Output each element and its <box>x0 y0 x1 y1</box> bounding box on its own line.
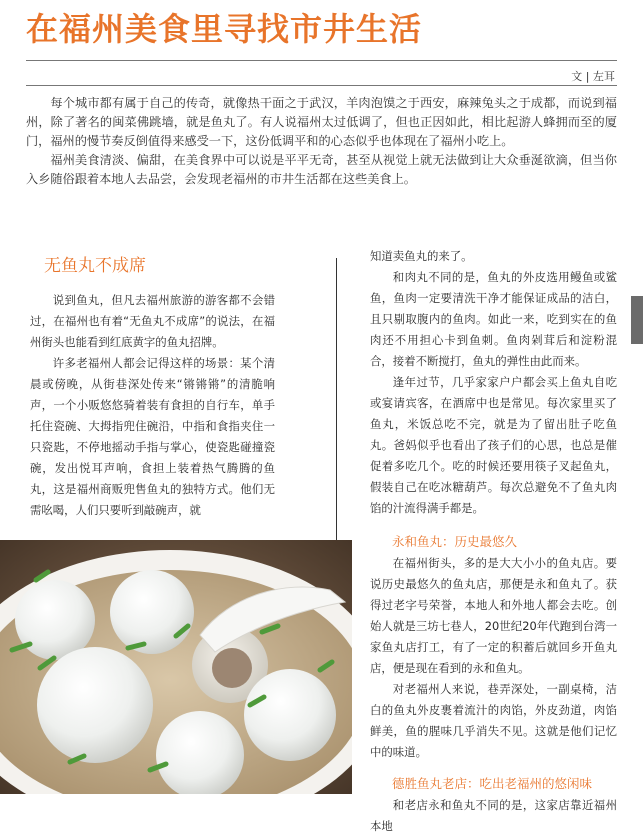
body-paragraph: 在福州街头，多的是大大小小的鱼丸店。要说历史最悠久的鱼丸店，那便是永和鱼丸了。获得过老字号荣誉，本地人和外地人都会去吃。创始人就是三坊七巷人，20世纪20年代跑到台湾一家鱼丸店打工，有了一定的积蓄后就回乡开鱼丸店，便是现在看到的永和鱼丸。 <box>370 556 617 675</box>
body-paragraph: 和老店永和鱼丸不同的是，这家店靠近福州本地 <box>370 798 617 833</box>
left-column <box>30 251 275 521</box>
body-paragraph: 对老福州人来说，巷弄深处，一副桌椅，洁白的鱼丸外皮裹着流汁的肉馅，外皮劲道，肉馅鲜美，鱼的腥味几乎消失不见。这就是他们记忆中的味道。 <box>370 682 617 759</box>
intro-block <box>26 94 617 189</box>
body-paragraph: 和肉丸不同的是，鱼丸的外皮选用鳗鱼或鲨鱼，鱼肉一定要清洗干净才能保证成品的洁白，且只剔取腹内的鱼肉。如此一来，吃到实在的鱼肉还不用担心卡到鱼刺。鱼肉剁茸后和淀粉混合，接着不断搅打，鱼丸的弹性由此而来。 <box>370 270 617 368</box>
fish-ball-soup-photo <box>0 540 352 794</box>
fish-ball <box>110 570 194 654</box>
article-title: 在福州美食里寻找市井生活 <box>26 10 423 48</box>
intro-paragraph: 福州美食清淡、偏甜，在美食界中可以说是平平无奇，甚至从视觉上就无法做到让大众垂涎欲滴，但当你入乡随俗跟着本地人去品尝，会发现老福州的市井生活都在这些美食上。 <box>26 153 617 186</box>
fish-ball-filling <box>212 648 252 688</box>
page-edge-tab <box>631 296 643 344</box>
body-paragraph: 逢年过节，几乎家家户户都会买上鱼丸自吃或宴请宾客，在酒席中也是常见。每次家里买了鱼丸，米饭总吃不完，就是为了留出肚子吃鱼丸。爸妈似乎也看出了孩子们的心思，也总是催促着多吃几个。吃的时候还要用筷子叉起鱼丸，假装自己在吃冰糖葫芦。每次总避免不了鱼丸肉馅的汁流得满手都是。 <box>370 375 617 515</box>
byline-rule <box>26 85 617 86</box>
body-paragraph: 说到鱼丸，但凡去福州旅游的游客都不会错过，在福州也有着“无鱼丸不成席”的说法，在福州街头也能看到红底黄字的鱼丸招牌。 <box>30 293 275 349</box>
right-column <box>370 246 617 837</box>
section-heading: 无鱼丸不成席 <box>44 256 146 276</box>
fish-ball <box>37 647 153 763</box>
body-paragraph: 许多老福州人都会记得这样的场景：某个清晨或傍晚，从街巷深处传来“锵锵锵”的清脆响声，一个小贩悠悠骑着装有食担的自行车，单手托住瓷碗、大拇指兜住碗沿，中指和食指夹住一只瓷匙，不停地摇动手指与掌心，使瓷匙碰撞瓷碗，发出悦耳声响，食担上装着热气腾腾的鱼丸，这是福州商贩兜售鱼丸的独特方式。他们无需吆喝，人们只要听到敲碗声，就 <box>30 356 275 517</box>
author-byline: 文 | 左耳 <box>571 70 615 83</box>
fish-ball <box>244 669 336 761</box>
intro-paragraph: 每个城市都有属于自己的传奇，就像热干面之于武汉，羊肉泡馍之于西安，麻辣兔头之于成都，而说到福州，除了著名的闽菜佛跳墙，就是鱼丸了。有人说福州太过低调了，但也正因如此，相比起游人蜂拥而至的厦门，福州的慢节奏反倒值得来感受一下，这份低调平和的心态似乎也体现在了福州小吃上。 <box>26 96 617 148</box>
photo-illustration <box>0 540 352 794</box>
subsection-heading: 德胜鱼丸老店：吃出老福州的悠闲味 <box>392 776 593 791</box>
body-paragraph: 知道卖鱼丸的来了。 <box>370 249 473 263</box>
subsection-heading: 永和鱼丸：历史最悠久 <box>392 534 518 549</box>
fish-ball <box>15 580 95 660</box>
header-rule <box>26 60 617 61</box>
column-divider <box>336 258 337 548</box>
